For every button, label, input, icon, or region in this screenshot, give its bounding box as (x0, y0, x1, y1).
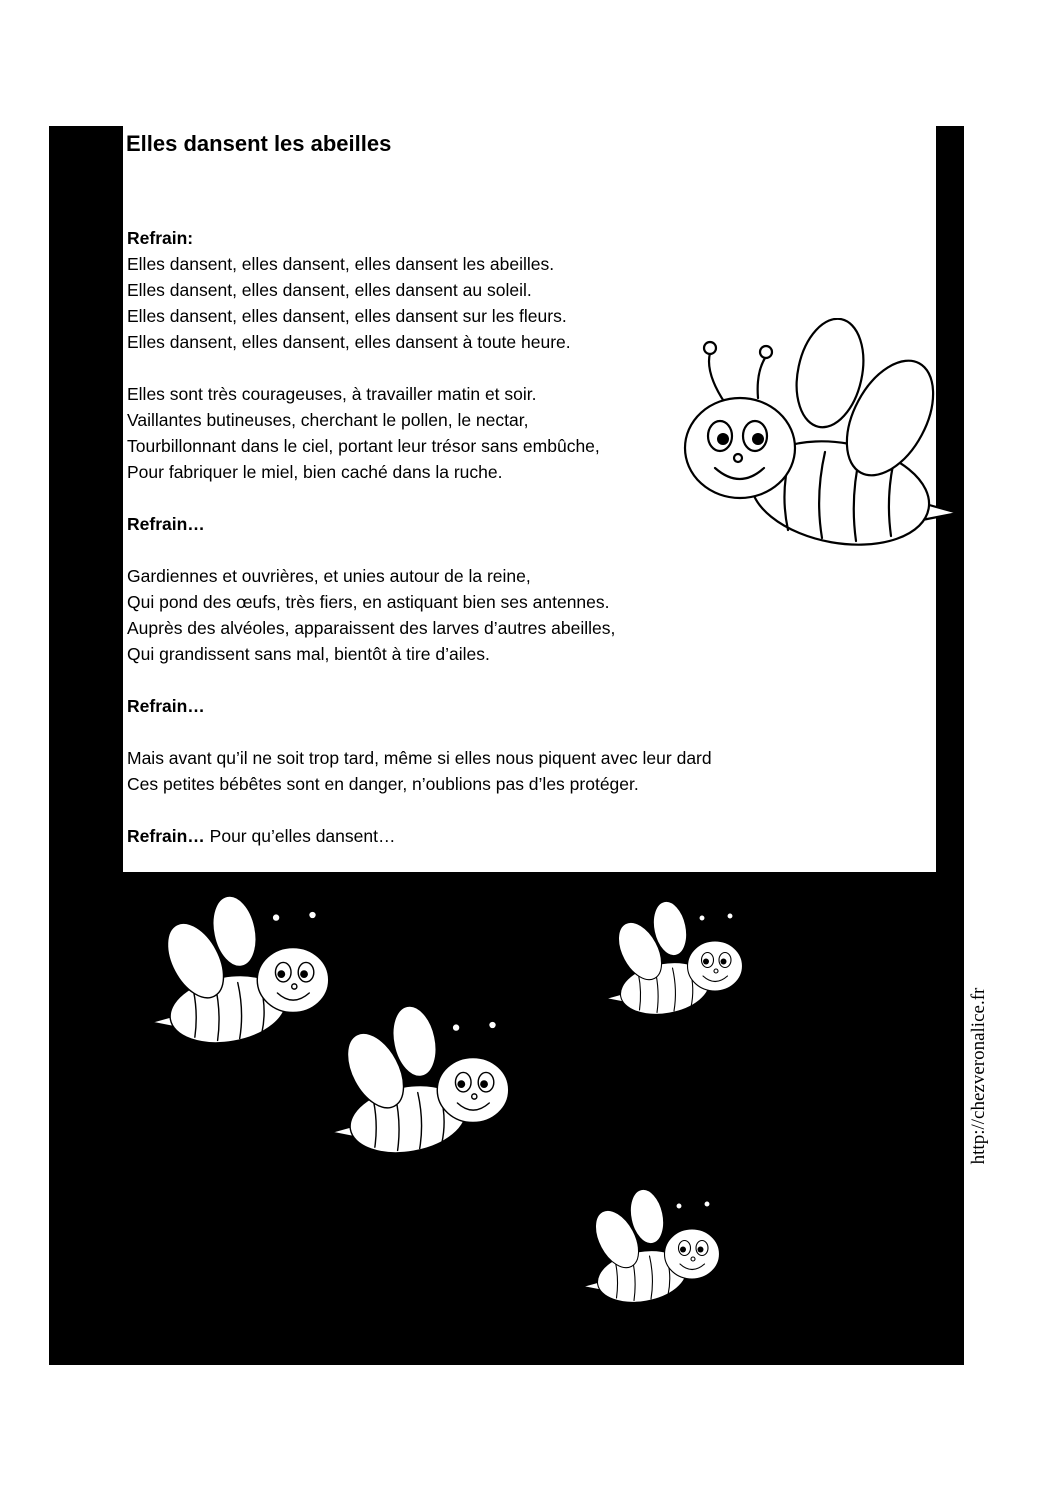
verse-line: Ces petites bébêtes sont en danger, n’oublions pas d’les protéger. (127, 774, 639, 794)
final-refrain: Refrain… Pour qu’elles dansent… (127, 826, 396, 846)
verse-line: Mais avant qu’il ne soit trop tard, même si elles nous piquent avec leur dard (127, 748, 712, 768)
refrain-repeat: Refrain… (127, 514, 205, 534)
verse-line: Qui pond des œufs, très fiers, en astiquant bien ses antennes. (127, 592, 610, 612)
watermark-url: http://chezveronalice.fr (968, 987, 989, 1165)
bee-illustration (330, 1005, 525, 1175)
verse-line: Qui grandissent sans mal, bientôt à tire d’ailes. (127, 644, 490, 664)
verse-line: Tourbillonnant dans le ciel, portant leur trésor sans embûche, (127, 436, 600, 456)
refrain-line: Elles dansent, elles dansent, elles dansent sur les fleurs. (127, 306, 567, 326)
refrain-label: Refrain: (127, 228, 194, 248)
refrain-line: Elles dansent, elles dansent, elles dansent au soleil. (127, 280, 532, 300)
verse-line: Elles sont très courageuses, à travailler matin et soir. (127, 384, 537, 404)
verse-line: Gardiennes et ouvrières, et unies autour de la reine, (127, 566, 531, 586)
bee-illustration (582, 1188, 732, 1320)
lyrics (127, 225, 712, 849)
verse-line: Pour fabriquer le miel, bien caché dans la ruche. (127, 462, 503, 482)
verse-line: Vaillantes butineuses, cherchant le pollen, le nectar, (127, 410, 529, 430)
refrain-line: Elles dansent, elles dansent, elles dansent les abeilles. (127, 254, 555, 274)
bee-illustration (660, 318, 960, 578)
refrain-repeat: Refrain… (127, 696, 205, 716)
refrain-line: Elles dansent, elles dansent, elles dansent à toute heure. (127, 332, 571, 352)
verse-line: Auprès des alvéoles, apparaissent des larves d’autres abeilles, (127, 618, 616, 638)
bee-illustration (605, 900, 755, 1032)
song-title: Elles dansent les abeilles (126, 131, 392, 156)
bee-illustration (150, 895, 345, 1065)
watermark (965, 975, 993, 1177)
